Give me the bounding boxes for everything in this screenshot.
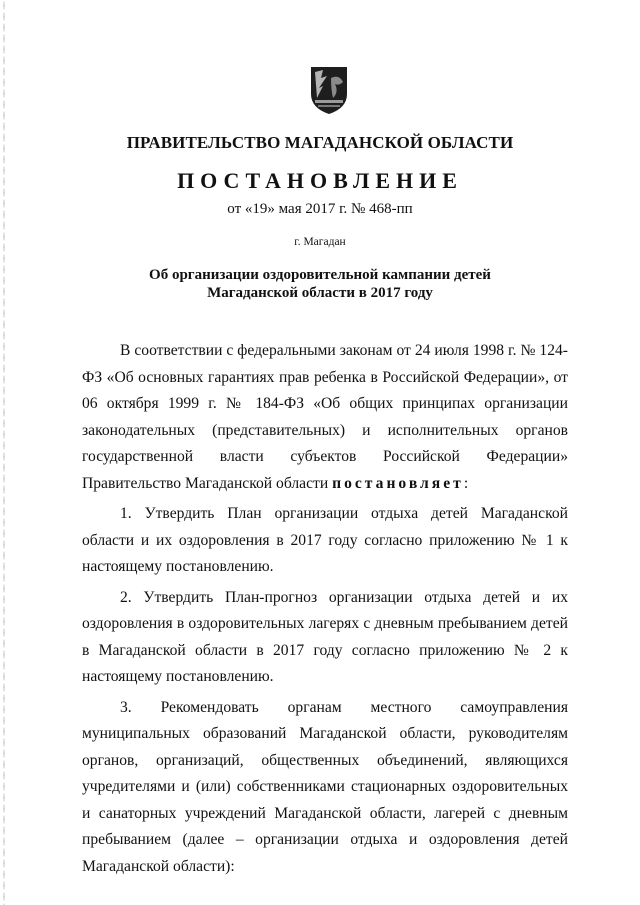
item-2-paragraph: 2. Утвердить План-прогноз организации отдыха детей и их оздоровления в оздоровительных лагерях с дневным пребыванием детей в Магаданской области в 2017 году согласно приложению № 2 к настоящему постановлению. (82, 588, 568, 685)
preamble-keyword: постановляет (332, 474, 464, 492)
item-1-paragraph: 1. Утвердить План организации отдыха детей Магаданской области и их оздоровления в 2017 году согласно приложению № 1 к настоящему постановлению. (82, 505, 568, 575)
document-body (82, 338, 568, 880)
subject-line-1: Об организации оздоровительной кампании детей (149, 267, 491, 283)
document-type: ПОСТАНОВЛЕНИЕ (177, 168, 463, 193)
document-subject (0, 266, 640, 302)
item-3-paragraph: 3. Рекомендовать органам местного самоуправления муниципальных образований Магаданской области, руководителям органов, организаций, общественных объединений, являющихся учредителями и (или) собственниками стационарных оздоровительных и санаторных учреждений Магаданской области, лагерей с дневным пребыванием (далее – организации отдыха и оздоровления детей Магаданской области): (82, 698, 568, 875)
preamble-paragraph (82, 338, 568, 497)
document-date-number: от «19» мая 2017 г. № 468-пп (227, 201, 413, 217)
preamble-text: В соответствии с федеральными законам от 24 июля 1998 г. № 124-ФЗ «Об основных гарантиях прав ребенка в Российской Федерации», от 06 октября 1999 г. № 184-ФЗ «Об общих принципах организации законодательных (представительных) и исполнительных органов государственной власти субъектов Российской Федерации» Правительство Магаданской области (82, 342, 568, 492)
preamble-end: : (463, 474, 469, 492)
subject-line-2: Магаданской области в 2017 году (207, 285, 433, 301)
government-title: ПРАВИТЕЛЬСТВО МАГАДАНСКОЙ ОБЛАСТИ (126, 133, 514, 152)
coat-of-arms-icon (309, 64, 349, 116)
document-city: г. Магадан (294, 236, 346, 248)
